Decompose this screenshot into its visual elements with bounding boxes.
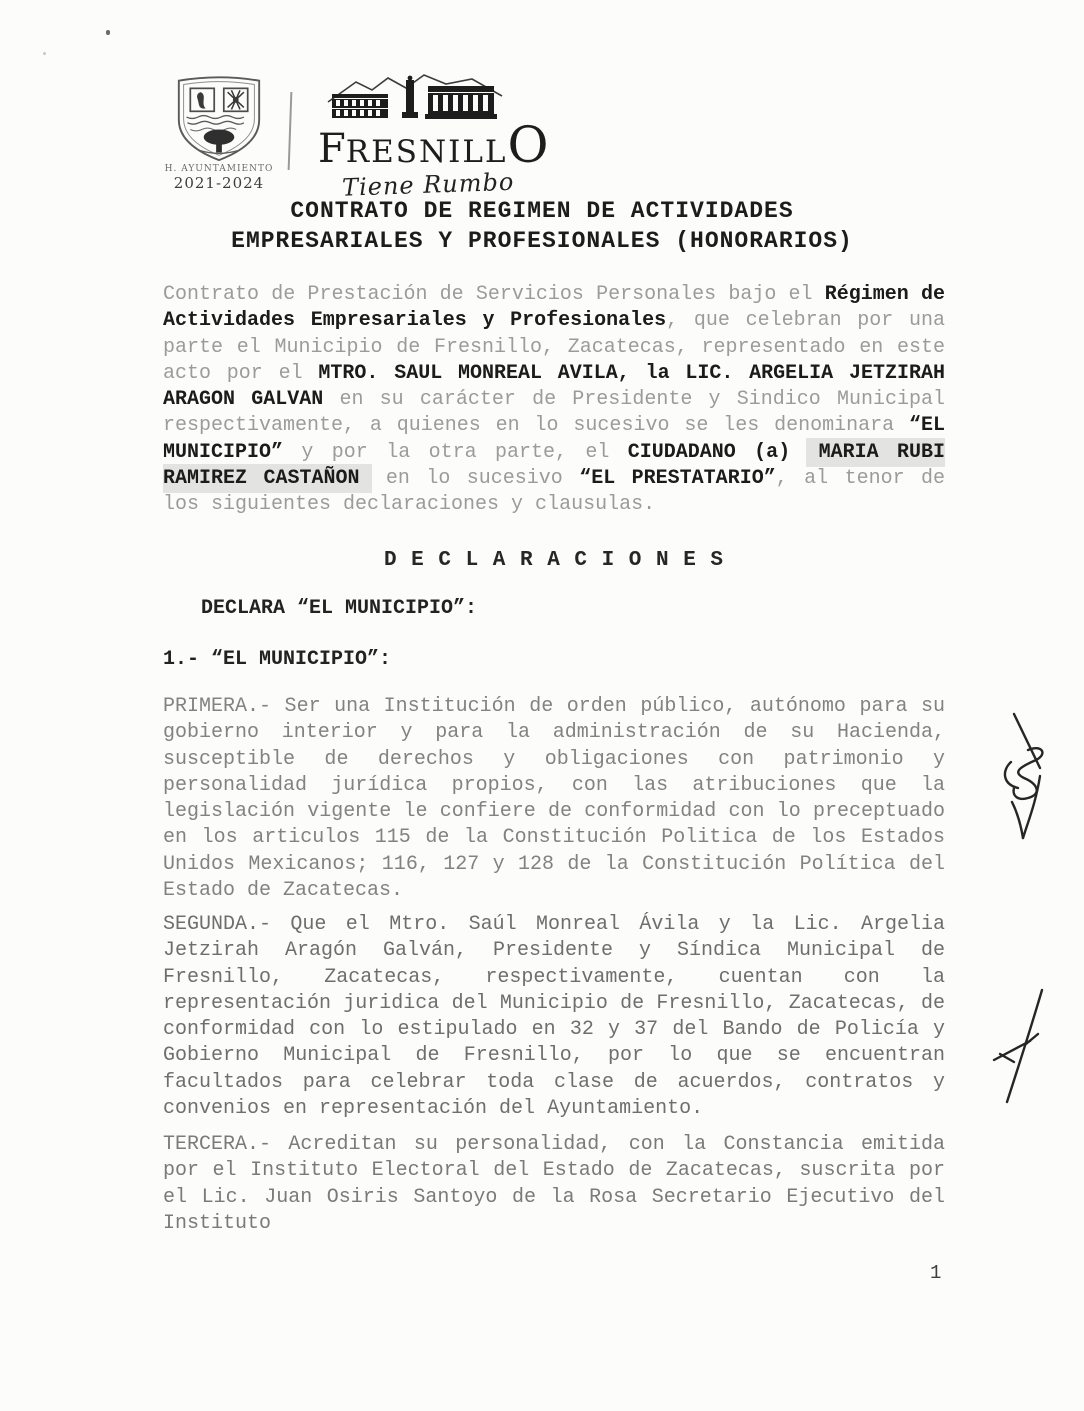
page-number: 1 [930, 1262, 942, 1284]
coat-of-arms-caption: H. AYUNTAMIENTO [164, 164, 274, 174]
clause-segunda: SEGUNDA.- Que el Mtro. Saúl Monreal Ávila y la Lic. Argelia Jetzirah Aragón Galván, Presidente y Síndica Municipal de Fresnillo, Zacatecas, respectivamente, cuentan con la representación juridica del Municipio de Fresnillo, Zacatecas, de conformidad con lo estipulado en 32 y 37 del Bando de Policía y Gobierno Municipal de Fresnillo, por lo que se encuentran facultados para celebrar toda clase de acuerdos, contratos y convenios en representación del Ayuntamiento. [163, 913, 945, 1121]
fresnillo-logo [318, 72, 558, 202]
item1-heading: 1.- “EL MUNICIPIO”: [163, 648, 392, 671]
title-line-1: CONTRATO DE REGIMEN DE ACTIVIDADES [290, 198, 794, 224]
logo-divider [288, 92, 293, 170]
intro-paragraph [163, 282, 945, 519]
coat-of-arms-icon [171, 74, 267, 162]
clause-primera: PRIMERA.- Ser una Institución de orden público, autónomo para su gobierno interior y para la administración de su Hacienda, susceptible de derechos y obligaciones con patrimonio y personalidad jurídica propios, con las atribuciones que la legislación vigente le confiere de conformidad con lo preceptuado en los articulos 115 de la Constitución Politica de los Estados Unidos Mexicanos; 116, 127 y 128 de la Constitución Política del Estado de Zacatecas. [163, 695, 945, 903]
intro-seg: , que celebran por una parte el Municipio de Fresnillo, Zacatecas, representado en este acto por el [163, 309, 945, 385]
coat-of-arms-years: 2021-2024 [173, 174, 265, 192]
document-title [151, 196, 933, 256]
coat-of-arms-block [163, 74, 275, 192]
scan-speck [43, 52, 46, 55]
title-line-2: EMPRESARIALES Y PROFESIONALES (HONORARIOS) [231, 228, 853, 254]
fresnillo-skyline-icon [326, 72, 506, 122]
intro-seg: en su carácter de Presidente y Sindico Municipal respectivamente, a quienes en lo sucesivo se les denominara [163, 388, 945, 438]
redacted-name-highlight: MARIA RUBI RAMIREZ CASTAÑON [163, 440, 945, 491]
ciudadano-bold: CIUDADANO (a) [627, 440, 809, 464]
declara-municipio-heading: DECLARA “EL MUNICIPIO”: [201, 597, 478, 620]
regimen-bold: Régimen de Actividades Empresariales y Profesionales [163, 283, 945, 333]
declaraciones-heading: D E C L A R A C I O N E S [383, 549, 725, 572]
el-prestatario-bold: “EL PRESTATARIO” [579, 467, 776, 491]
wordmark-letter-o: O [507, 116, 549, 174]
intro-seg: y por la otra parte, el [283, 440, 628, 464]
intro-seg: Contrato de Prestación de Servicios Personales bajo el [163, 283, 825, 306]
handwritten-initials-mark [978, 710, 1060, 842]
wordmark-letter-f: F [318, 126, 346, 172]
handwritten-slash-mark [980, 984, 1060, 1108]
intro-seg: en lo sucesivo [369, 467, 580, 491]
fresnillo-wordmark [318, 116, 558, 174]
officials-names-bold: MTRO. SAUL MONREAL AVILA, la LIC. ARGELIA JETZIRAH ARAGON GALVAN [163, 361, 945, 412]
logo-tagline: Tiene Rumbo [341, 167, 515, 202]
clause-tercera: TERCERA.- Acreditan su personalidad, con la Constancia emitida por el Instituto Electoral del Estado de Zacatecas, suscrita por el Lic. Juan Osiris Santoyo de la Rosa Secretario Ejecutivo del Instituto [163, 1133, 945, 1235]
intro-seg: , al tenor de los siguientes declaraciones y clausulas. [163, 467, 946, 517]
el-municipio-bold: “EL MUNICIPIO” [163, 414, 945, 464]
scan-speck [106, 30, 110, 35]
wordmark-mid: RESNILL [345, 134, 508, 170]
